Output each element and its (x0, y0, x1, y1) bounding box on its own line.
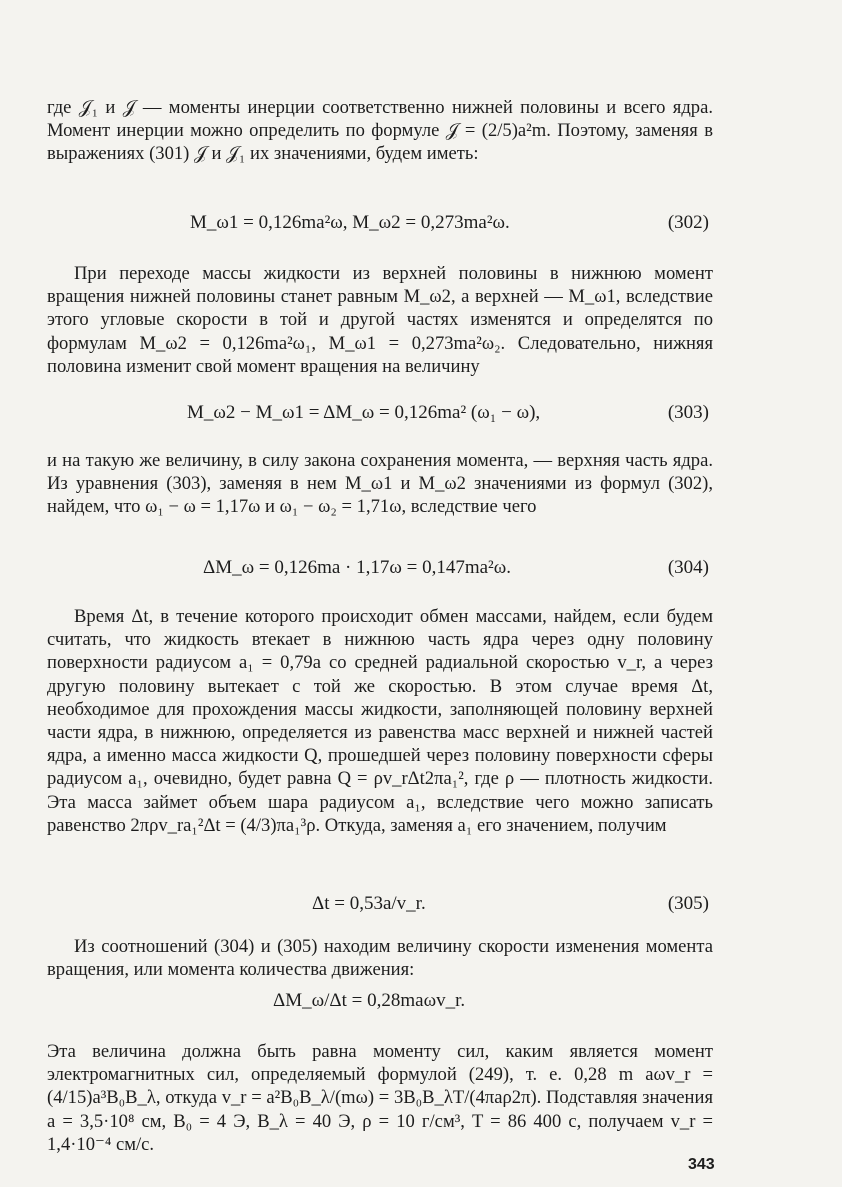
equation-304-expression: ΔM_ω = 0,126ma · 1,17ω = 0,147ma²ω. (203, 557, 512, 578)
equation-304-number: (304) (667, 557, 709, 578)
paragraph-mass-transfer: При переходе массы жидкости из верхней половины в нижнюю момент вращения нижней половины станет равным M_ω2, а верхней — M_ω1, вследствие этого угловые скорости в той и другой частях изменятся и определятся по формулам M_ω2 = 0,126ma²ω₁, M_ω1 = 0,273ma²ω₂. Следовательно, нижняя половина изменит свой момент вращения на величину (47, 263, 713, 377)
equation-302-expression: M_ω1 = 0,126ma²ω, M_ω2 = 0,273ma²ω. (190, 212, 510, 233)
paragraph-rate-of-change: Из соотношений (304) и (305) находим величину скорости изменения момента вращения, или момента количества движения: (47, 936, 713, 981)
equation-304 (47, 557, 713, 583)
paragraph-exchange-time: Время Δt, в течение которого происходит обмен массами, найдем, если будем считать, что жидкость втекает в нижнюю часть ядра через одну половину поверхности радиусом a₁ = 0,79a со средней радиальной скоростью v_r, а через другую половину вытекает с той же скоростью. В этом случае время Δt, необходимое для прохождения массы жидкости, заполняющей половину верхней части ядра, в нижнюю, определяется из равенства масс верхней и нижней частей ядра, а именно масса жидкости Q, прошедшей через половину поверхности сферы радиусом a₁, очевидно, будет равна Q = ρv_rΔt2πa₁², где ρ — плотность жидкости. Эта масса займет объем шара радиусом a₁, вследствие чего можно записать равенство 2πρv_ra₁²Δt = (4/3)πa₁³ρ. Откуда, заменяя a₁ его значением, получим (47, 606, 713, 836)
equation-303-number: (303) (667, 402, 709, 423)
equation-303 (47, 402, 713, 428)
equation-305-expression: Δt = 0,53a/v_r. (312, 893, 426, 914)
equation-302-number: (302) (667, 212, 709, 233)
equation-302 (47, 212, 713, 238)
equation-rate (47, 990, 713, 1016)
equation-303-expression: M_ω2 − M_ω1 = ΔM_ω = 0,126ma² (ω₁ − ω), (187, 402, 541, 423)
page-number: 343 (688, 1156, 715, 1173)
equation-305-number: (305) (667, 893, 709, 914)
paragraph-moments-inertia: где 𝒥₁ и 𝒥 — моменты инерции соответственно нижней половины и всего ядра. Момент инерции можно определить по формуле 𝒥 = (2/5)a²m. Поэтому, заменяя в выражениях (301) 𝒥 и 𝒥₁ их значениями, будем иметь: (47, 97, 713, 165)
paragraph-electromagnetic-moment: Эта величина должна быть равна моменту сил, каким является момент электромагнитных сил, определяемый формулой (249), т. е. 0,28 m aωv_r = (4/15)a³B₀B_λ, откуда v_r = a²B₀B_λ/(mω) = 3B₀B_λT/(4πaρ2π). Подставляя значения a = 3,5·10⁸ см, B₀ = 4 Э, B_λ = 40 Э, ρ = 10 г/см³, T = 86 400 с, получаем v_r = 1,4·10⁻⁴ см/с. (47, 1041, 713, 1155)
paragraph-conservation: и на такую же величину, в силу закона сохранения момента, — верхняя часть ядра. Из уравнения (303), заменяя в нем M_ω1 и M_ω2 значениями из формул (302), найдем, что ω₁ − ω = 1,17ω и ω₁ − ω₂ = 1,71ω, вследствие чего (47, 450, 713, 518)
equation-305 (47, 893, 713, 919)
equation-rate-expression: ΔM_ω/Δt = 0,28maωv_r. (273, 990, 466, 1011)
